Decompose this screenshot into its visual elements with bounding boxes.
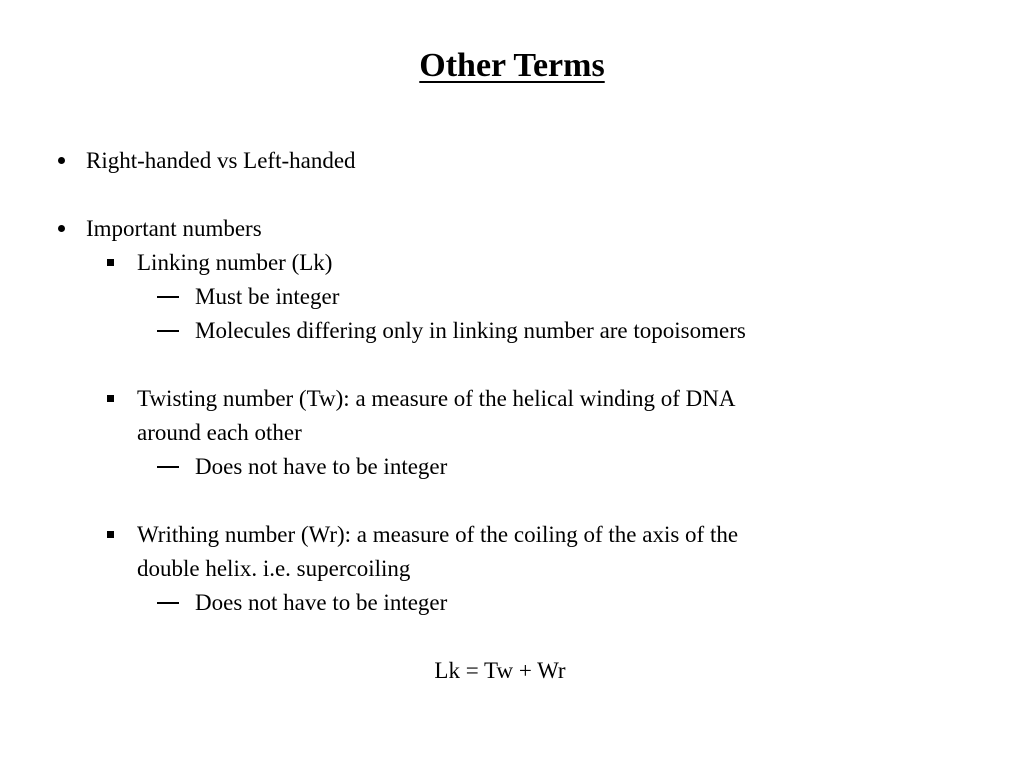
twisting-number-item-line1: Twisting number (Tw): a measure of the helical winding of DNA <box>137 386 736 411</box>
linking-note-topoisomers: Molecules differing only in linking number are topoisomers <box>195 318 746 343</box>
dash-icon <box>157 330 179 332</box>
twisting-note-integer: Does not have to be integer <box>195 454 448 479</box>
writhing-number-item-line2: double helix. i.e. supercoiling <box>137 556 411 581</box>
twisting-number-item-line2: around each other <box>137 420 302 445</box>
square-bullet-icon <box>107 259 114 266</box>
writhing-number-item-line1: Writhing number (Wr): a measure of the coiling of the axis of the <box>137 522 739 547</box>
writhing-note-integer: Does not have to be integer <box>195 590 448 615</box>
dash-icon <box>157 466 179 468</box>
square-bullet-icon <box>107 395 114 402</box>
linking-equation: Lk = Tw + Wr <box>434 658 566 683</box>
bullet-right-handed: Right-handed vs Left-handed <box>86 148 356 173</box>
linking-note-integer: Must be integer <box>195 284 340 309</box>
dash-icon <box>157 602 179 604</box>
dash-icon <box>157 296 179 298</box>
slide-title: Other Terms <box>419 47 605 84</box>
bullet-important-numbers: Important numbers <box>86 216 262 241</box>
linking-number-item: Linking number (Lk) <box>137 250 333 275</box>
bullet-dot-icon <box>58 225 65 232</box>
bullet-dot-icon <box>58 157 65 164</box>
square-bullet-icon <box>107 531 114 538</box>
